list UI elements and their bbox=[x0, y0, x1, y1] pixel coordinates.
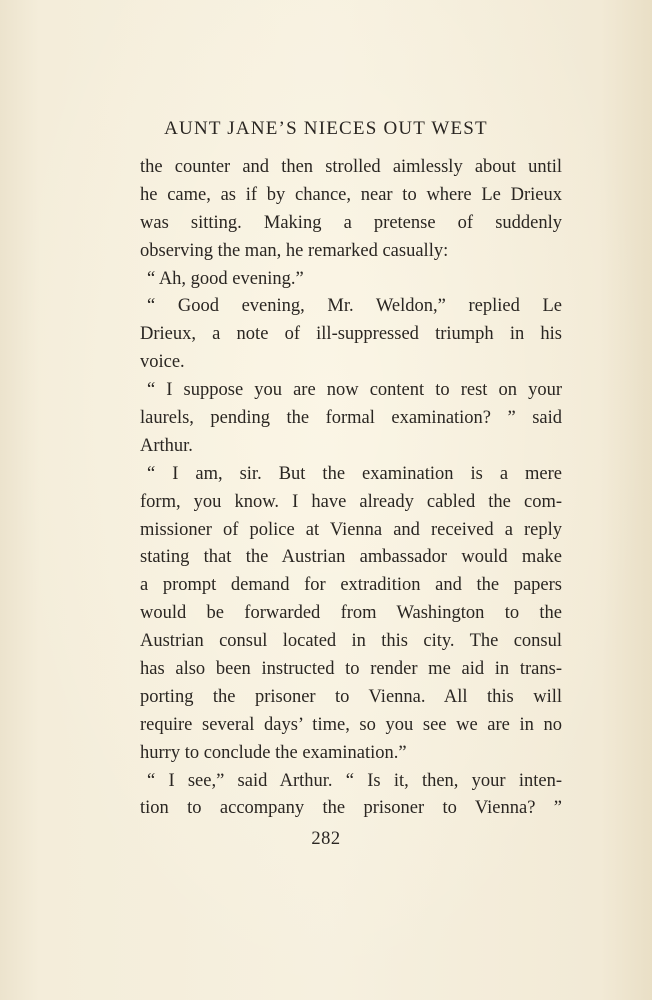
text-line: laurels, pending the formal examination? ” said bbox=[140, 408, 562, 429]
text-line: stating that the Austrian ambassador would make bbox=[140, 547, 562, 568]
text-line: was sitting. Making a pretense of suddenly bbox=[140, 212, 562, 233]
text-line: require several days’ time, so you see we are in no bbox=[140, 714, 562, 735]
text-line: Austrian consul located in this city. The consul bbox=[140, 631, 562, 652]
body-text bbox=[140, 154, 562, 823]
running-head: AUNT JANE’S NIECES OUT WEST bbox=[164, 118, 488, 139]
text-line: porting the prisoner to Vienna. All this will bbox=[140, 686, 562, 707]
text-line: he came, as if by chance, near to where Le Drieux bbox=[140, 184, 562, 205]
text-line: form, you know. I have already cabled the com- bbox=[140, 491, 562, 512]
text-line: hurry to conclude the examination.” bbox=[140, 742, 407, 763]
page-number: 282 bbox=[311, 829, 341, 849]
text-line: the counter and then strolled aimlessly about until bbox=[140, 157, 562, 177]
text-line: “ I suppose you are now content to rest on your bbox=[147, 380, 562, 401]
text-line: “ I am, sir. But the examination is a mere bbox=[147, 463, 562, 484]
text-line: “ Ah, good evening.” bbox=[147, 268, 304, 289]
text-line: Arthur. bbox=[140, 435, 193, 456]
text-line: missioner of police at Vienna and received a reply bbox=[140, 519, 562, 540]
text-line: Drieux, a note of ill-suppressed triumph in his bbox=[140, 324, 562, 345]
text-line: “ Good evening, Mr. Weldon,” replied Le bbox=[147, 296, 562, 317]
text-line: voice. bbox=[140, 352, 185, 373]
text-line: tion to accompany the prisoner to Vienna? ” bbox=[140, 798, 562, 819]
text-line: has also been instructed to render me aid in trans- bbox=[140, 659, 562, 680]
text-line: “ I see,” said Arthur. “ Is it, then, your inten- bbox=[147, 770, 562, 791]
text-line: observing the man, he remarked casually: bbox=[140, 240, 449, 261]
text-line: a prompt demand for extradition and the papers bbox=[140, 575, 562, 596]
text-line: would be forwarded from Washington to the bbox=[140, 603, 562, 624]
